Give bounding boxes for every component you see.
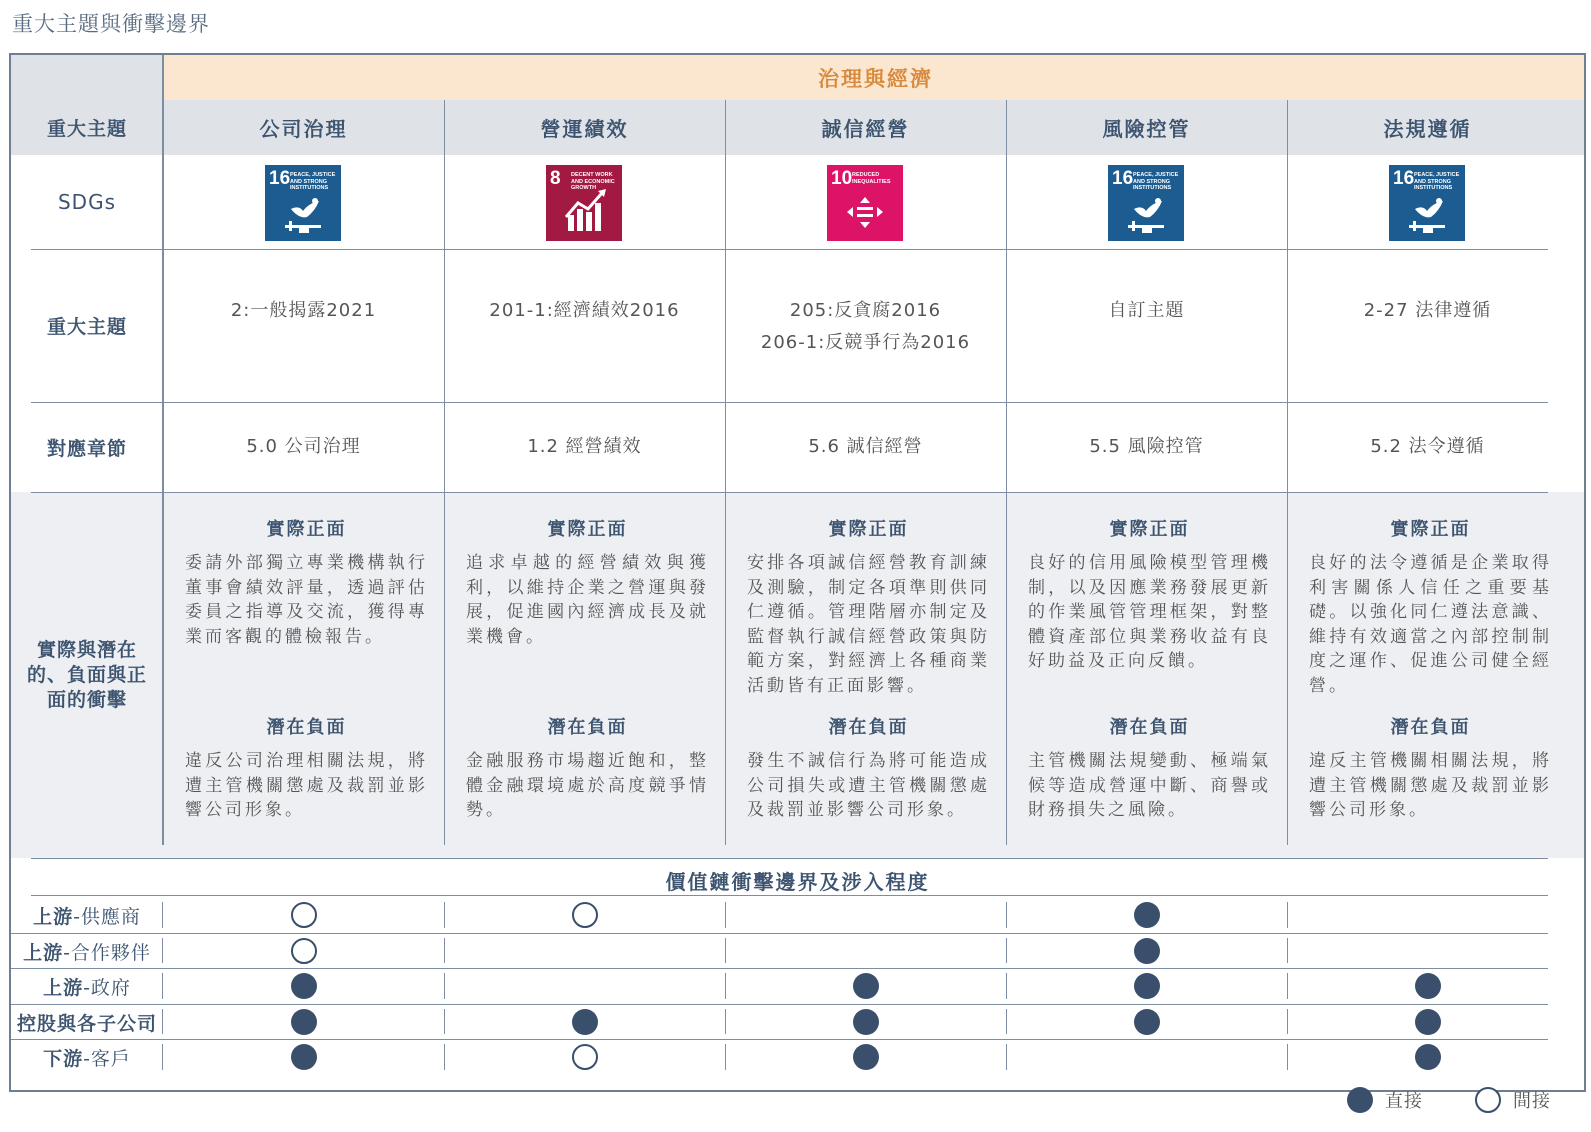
row-divider (11, 933, 1548, 934)
direct-dot-icon (1415, 973, 1441, 999)
column-divider (1006, 100, 1007, 845)
sdg-caption: DECENT WORK AND ECONOMIC GROWTH (571, 172, 615, 191)
materiality-table (9, 53, 1586, 1092)
sdg-number: 8 (550, 168, 561, 189)
negative-impact-text: 金融服務市場趨近飽和，整體金融環境處於高度競爭情勢。 (466, 751, 709, 820)
indirect-dot-icon (572, 902, 598, 928)
column-divider (1287, 973, 1288, 999)
column-divider (725, 100, 726, 845)
indirect-dot-icon (291, 938, 317, 964)
indirect-dot-icon (1475, 1087, 1501, 1113)
gri-standard (163, 249, 444, 402)
direct-dot-icon (1134, 902, 1160, 928)
positive-impact-text: 良好的信用風險模型管理機制，以及因應業務發展更新的作業風管管理框架，對整體資產部位與業務收益有良好助益及正向反饋。 (1028, 553, 1271, 671)
column-divider (444, 973, 445, 999)
chapter-ref (1287, 402, 1568, 492)
column-divider (162, 1009, 163, 1035)
row-divider (31, 249, 1548, 250)
column-divider (444, 100, 445, 845)
column-divider (725, 1009, 726, 1035)
topic-name: 法規遵循 (1383, 117, 1472, 141)
value-chain-row-label (11, 973, 163, 1000)
sdg-caption: PEACE, JUSTICE AND STRONG INSTITUTIONS (290, 172, 336, 191)
sdg-caption: PEACE, JUSTICE AND STRONG INSTITUTIONS (1414, 172, 1460, 191)
value-chain-row-label (11, 902, 163, 929)
chapter-text: 5.0 公司治理 (246, 436, 361, 457)
legend-indirect-label: 間接 (1513, 1091, 1551, 1112)
chapter-ref (444, 402, 725, 492)
column-divider (162, 973, 163, 999)
direct-dot-icon (853, 1009, 879, 1035)
column-divider (1287, 902, 1288, 928)
chapter-text: 5.6 誠信經營 (808, 436, 923, 457)
row-divider (31, 858, 1548, 859)
positive-impact-text: 追求卓越的經營績效與獲利，以維持企業之營運與發展，促進國內經濟成長及就業機會。 (466, 553, 709, 647)
direct-dot-icon (1415, 1044, 1441, 1070)
topic-name: 風險控管 (1102, 117, 1191, 141)
column-divider (725, 1044, 726, 1070)
column-divider (1006, 902, 1007, 928)
topic-header (1006, 100, 1287, 155)
negative-impact-title: 潛在負面 (1109, 717, 1190, 738)
sdg-number: 16 (1393, 168, 1415, 189)
column-divider (1006, 938, 1007, 964)
category-title: 治理與經濟 (818, 66, 933, 91)
column-divider (162, 902, 163, 928)
direct-dot-icon (1347, 1087, 1373, 1113)
row-divider (31, 492, 1548, 493)
sdg-icon (827, 165, 903, 241)
chapter-ref (163, 402, 444, 492)
value-chain-title: 價值鏈衝擊邊界及涉入程度 (665, 870, 930, 894)
direct-dot-icon (572, 1009, 598, 1035)
negative-impact-text: 發生不誠信行為將可能造成公司損失或遭主管機關懲處及裁罰並影響公司形象。 (747, 751, 990, 820)
impact-cell (1287, 515, 1568, 823)
column-divider (444, 1009, 445, 1035)
sdg-caption: REDUCED INEQUALITIES (852, 172, 891, 185)
gri-line: 205:反貪腐2016 (789, 300, 942, 321)
column-divider (162, 938, 163, 964)
stakeholder-detail: -客戶 (83, 1048, 131, 1070)
topic-header (163, 100, 444, 155)
column-divider (1006, 1009, 1007, 1035)
negative-impact-text: 主管機關法規變動、極端氣候等造成營運中斷、商譽或財務損失之風險。 (1028, 751, 1271, 820)
sdg-icon (265, 165, 341, 241)
negative-impact-title: 潛在負面 (547, 717, 628, 738)
column-divider (1287, 100, 1288, 845)
positive-impact-title: 實際正面 (266, 519, 347, 540)
direct-dot-icon (291, 973, 317, 999)
value-chain-row-label (11, 1044, 163, 1071)
stakeholder-detail: -政府 (83, 977, 131, 999)
positive-impact-text: 安排各項誠信經營教育訓練及測驗，制定各項準則供同仁遵循。管理階層亦制定及監督執行誠信經營政策與防範方案，對經濟上各種商業活動皆有正面影響。 (747, 553, 990, 696)
corner-cell (11, 55, 163, 100)
stakeholder-group: 控股與各子公司 (16, 1012, 157, 1035)
positive-impact-title: 實際正面 (1390, 519, 1471, 540)
negative-impact-title: 潛在負面 (828, 717, 909, 738)
gri-standard (1287, 249, 1568, 402)
legend-direct-label: 直接 (1385, 1091, 1423, 1112)
impact-cell (444, 515, 725, 823)
column-divider (1287, 938, 1288, 964)
column-divider (725, 973, 726, 999)
gri-line: 206-1:反競爭行為2016 (760, 332, 971, 353)
column-divider (1006, 1044, 1007, 1070)
negative-impact-title: 潛在負面 (1390, 717, 1471, 738)
legend-indirect (1475, 1087, 1551, 1113)
impact-cell (163, 515, 444, 823)
column-divider (162, 55, 164, 845)
topic-header (1287, 100, 1568, 155)
column-divider (1287, 1009, 1288, 1035)
positive-impact-title: 實際正面 (547, 519, 628, 540)
positive-impact-text: 良好的法令遵循是企業取得利害關係人信任之重要基礎。以強化同仁遵法意識、維持有效適當之內部控制制度之運作、促進公司健全經營。 (1309, 553, 1552, 696)
legend-direct (1347, 1087, 1423, 1113)
stakeholder-detail: -供應商 (73, 906, 141, 928)
column-divider (725, 938, 726, 964)
sdg-icon (1108, 165, 1184, 241)
category-header (163, 55, 1586, 100)
column-divider (1006, 973, 1007, 999)
impact-cell (725, 515, 1006, 823)
positive-impact-title: 實際正面 (1109, 519, 1190, 540)
row-label-sdgs: SDGs (57, 190, 116, 214)
direct-dot-icon (1415, 1009, 1441, 1035)
row-label-chapter: 對應章節 (46, 437, 127, 460)
value-chain-row-label (11, 938, 163, 965)
row-divider (11, 1004, 1548, 1005)
sdg-caption: PEACE, JUSTICE AND STRONG INSTITUTIONS (1133, 172, 1179, 191)
indirect-dot-icon (572, 1044, 598, 1070)
chapter-text: 5.2 法令遵循 (1370, 436, 1485, 457)
stakeholder-group: 下游 (43, 1048, 84, 1070)
row-divider (11, 968, 1548, 969)
chapter-text: 5.5 風險控管 (1089, 436, 1204, 457)
row-label-gri: 重大主題 (46, 316, 127, 338)
topic-header (444, 100, 725, 155)
value-chain-row-label (11, 1009, 163, 1036)
sdg-icon (546, 165, 622, 241)
impact-cell (1006, 515, 1287, 823)
chapter-text: 1.2 經營績效 (527, 436, 642, 457)
sdg-number: 16 (269, 168, 291, 189)
gri-line: 2:一般揭露2021 (230, 300, 377, 321)
gri-line: 2-27 法律遵循 (1363, 300, 1492, 321)
topic-name: 公司治理 (259, 117, 348, 141)
gri-standard (444, 249, 725, 402)
direct-dot-icon (291, 1044, 317, 1070)
direct-dot-icon (1134, 938, 1160, 964)
gri-standard (725, 249, 1006, 402)
row-label-impact: 實際與潛在的、負面與正面的衝擊 (26, 638, 147, 711)
page-title: 重大主題與衝擊邊界 (12, 12, 210, 36)
positive-impact-title: 實際正面 (828, 519, 909, 540)
sdg-icon (1389, 165, 1465, 241)
row-divider (11, 1039, 1548, 1040)
topic-name: 營運績效 (540, 117, 629, 141)
topic-header (725, 100, 1006, 155)
stakeholder-detail: -合作夥伴 (63, 941, 151, 964)
indirect-dot-icon (291, 902, 317, 928)
row-divider (31, 402, 1548, 403)
row-label-topic: 重大主題 (46, 118, 127, 140)
column-divider (444, 938, 445, 964)
stakeholder-group: 上游 (33, 906, 74, 928)
column-divider (1287, 1044, 1288, 1070)
column-divider (725, 902, 726, 928)
gri-line: 201-1:經濟績效2016 (489, 300, 680, 321)
column-divider (444, 1044, 445, 1070)
stakeholder-group: 上游 (23, 941, 64, 964)
gri-standard (1006, 249, 1287, 402)
chapter-ref (1006, 402, 1287, 492)
direct-dot-icon (853, 1044, 879, 1070)
sdg-number: 10 (831, 168, 853, 189)
negative-impact-title: 潛在負面 (266, 717, 347, 738)
positive-impact-text: 委請外部獨立專業機構執行董事會績效評量，透過評估委員之指導及交流，獲得專業而客觀的體檢報告。 (185, 553, 428, 647)
chapter-ref (725, 402, 1006, 492)
row-divider (31, 895, 1548, 896)
column-divider (444, 902, 445, 928)
direct-dot-icon (1134, 973, 1160, 999)
direct-dot-icon (1134, 1009, 1160, 1035)
direct-dot-icon (853, 973, 879, 999)
direct-dot-icon (291, 1009, 317, 1035)
negative-impact-text: 違反主管機關相關法規，將遭主管機關懲處及裁罰並影響公司形象。 (1309, 751, 1552, 820)
negative-impact-text: 違反公司治理相關法規，將遭主管機關懲處及裁罰並影響公司形象。 (185, 751, 428, 820)
topic-name: 誠信經營 (821, 117, 910, 141)
sdg-number: 16 (1112, 168, 1134, 189)
gri-line: 自訂主題 (1108, 300, 1185, 321)
column-divider (162, 1044, 163, 1070)
stakeholder-group: 上游 (43, 977, 84, 999)
